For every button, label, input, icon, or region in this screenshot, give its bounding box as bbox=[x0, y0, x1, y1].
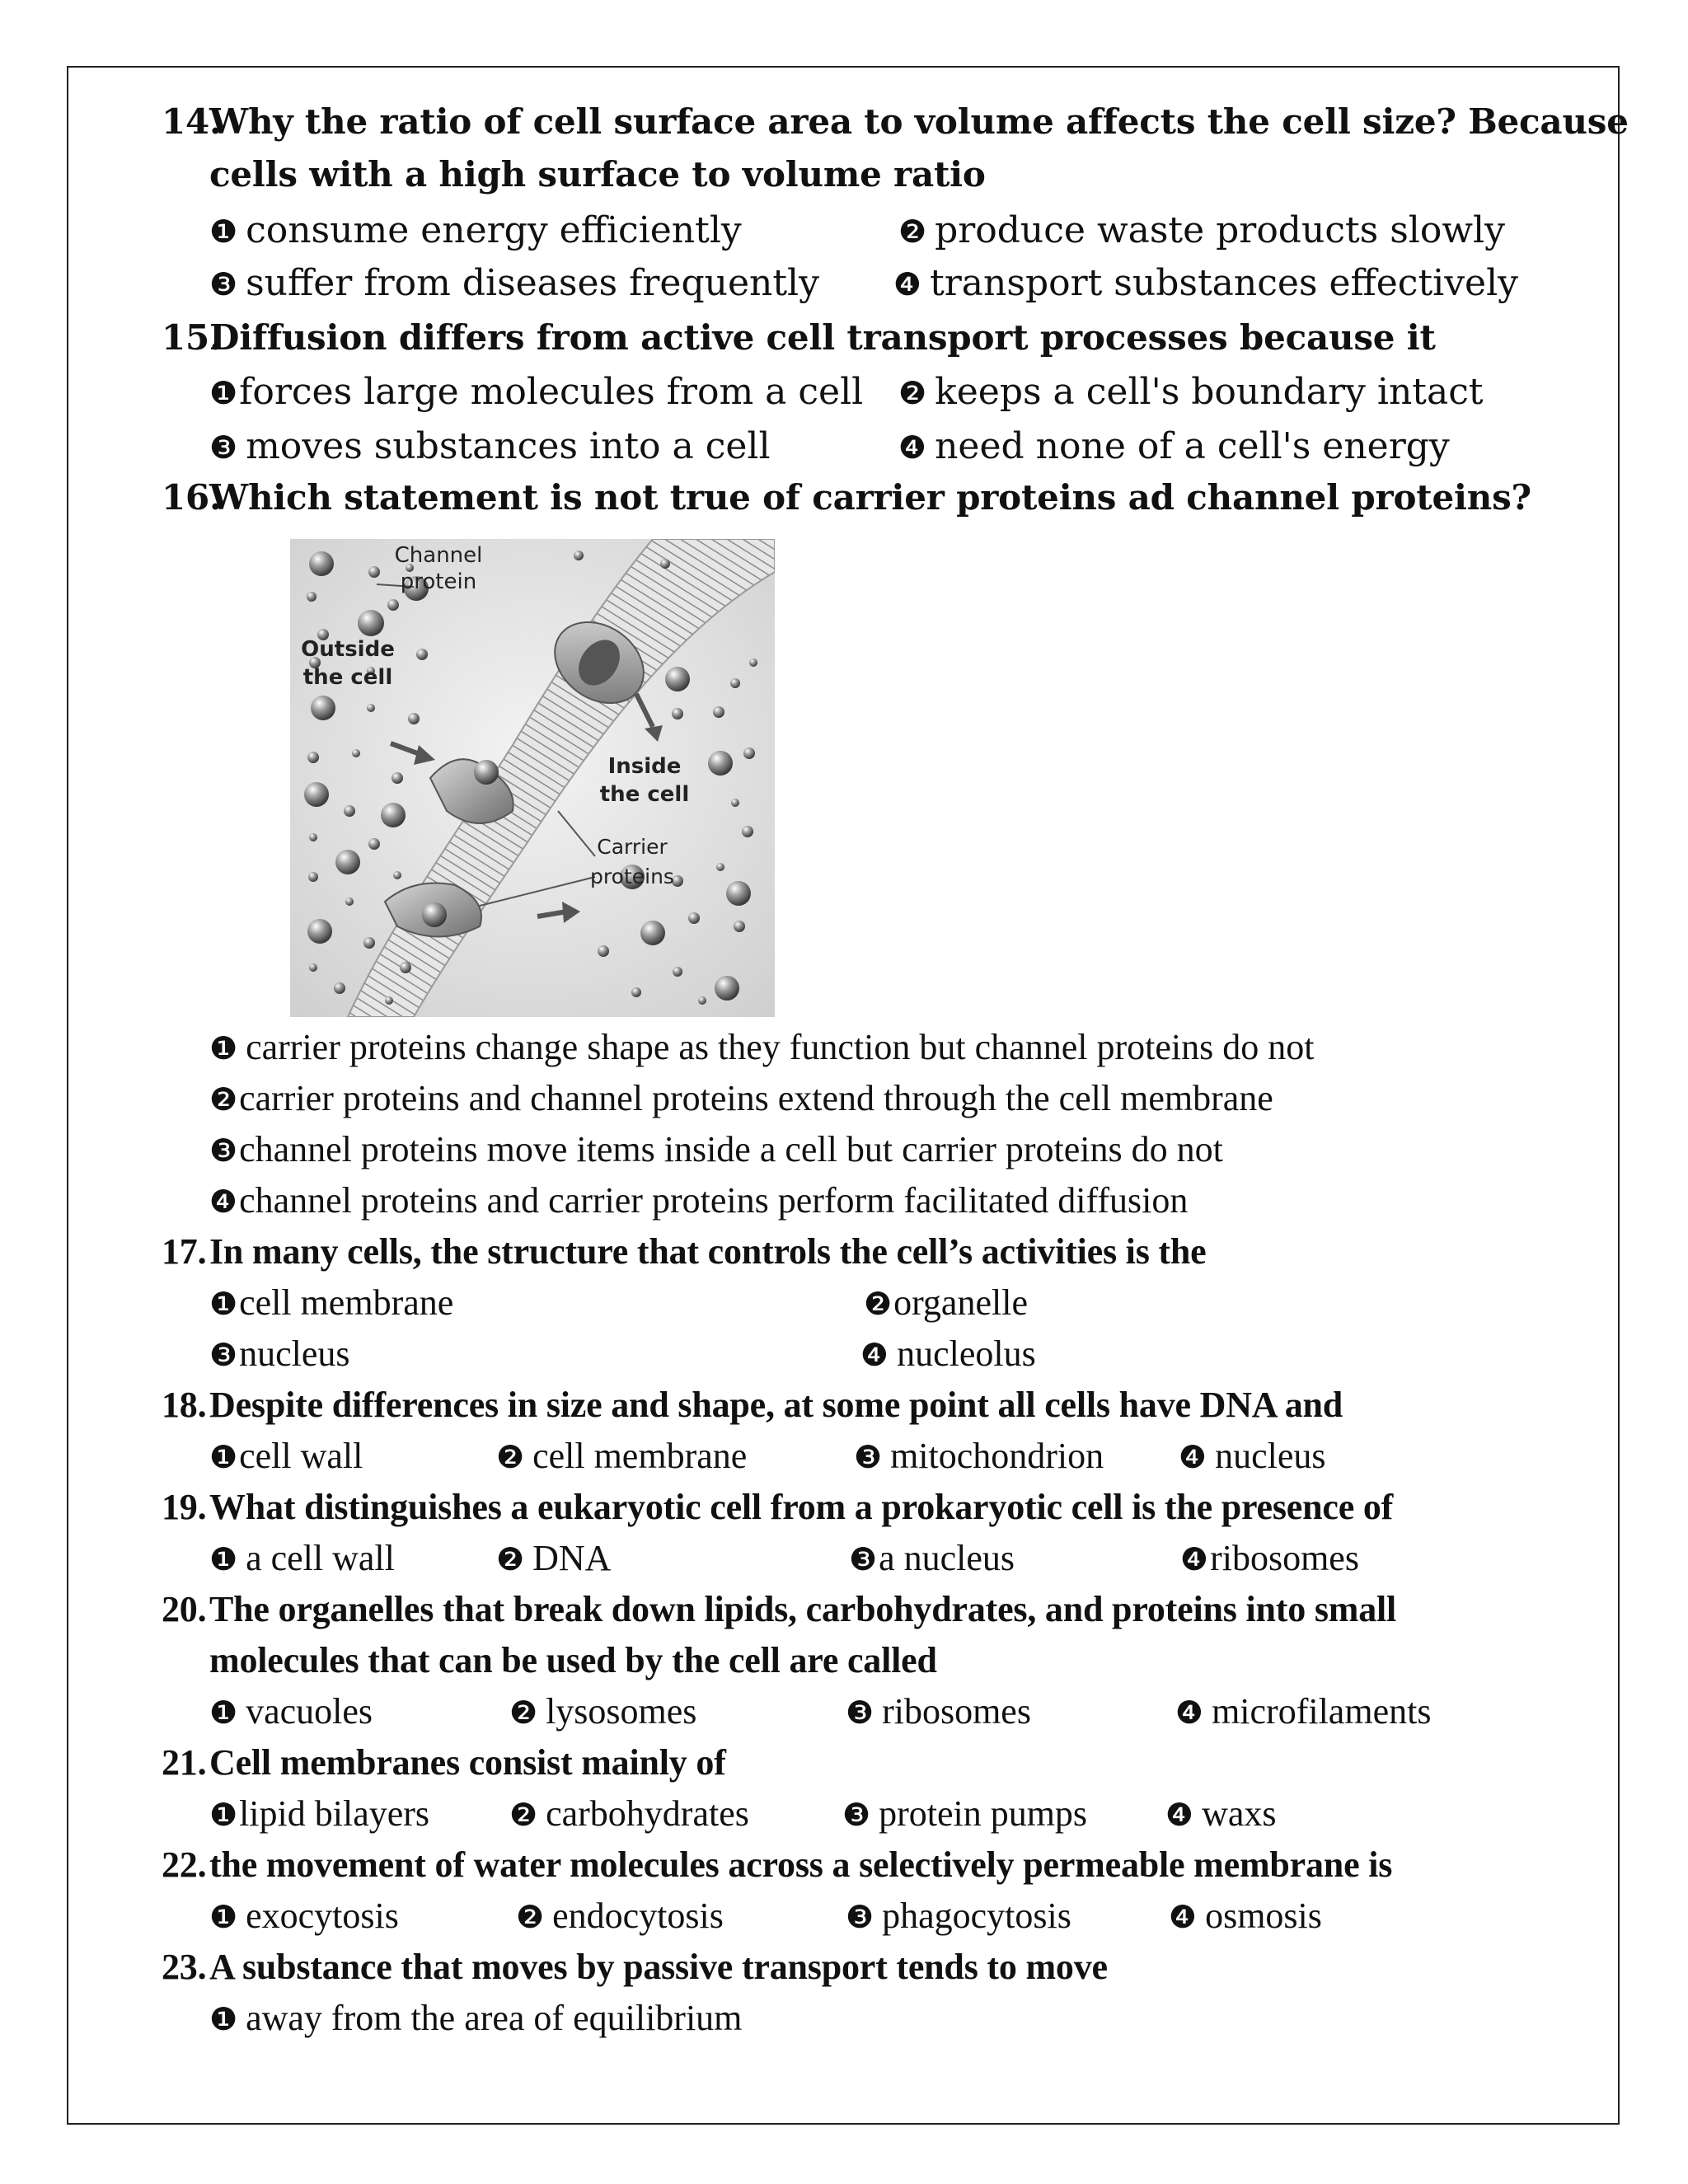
bullet-2-icon: ❷ bbox=[898, 375, 927, 411]
q17-option-1[interactable]: ❶cell membrane bbox=[209, 1282, 454, 1323]
q20-option-3[interactable]: ❸ ribosomes bbox=[846, 1691, 1031, 1732]
bullet-1-icon: ❶ bbox=[209, 1286, 238, 1322]
bullet-4-icon: ❹ bbox=[860, 1337, 889, 1373]
q17-option-3[interactable]: ❸nucleus bbox=[209, 1333, 350, 1374]
bullet-1-icon: ❶ bbox=[209, 213, 238, 250]
bullet-4-icon: ❹ bbox=[1179, 1439, 1207, 1475]
q15-option-4[interactable]: ❹ need none of a cell's energy bbox=[898, 425, 1450, 467]
bullet-1-icon: ❶ bbox=[209, 1439, 238, 1475]
q16-option-4[interactable]: ❹channel proteins and carrier proteins perform facilitated diffusion bbox=[209, 1180, 1189, 1221]
question-19: 19.What distinguishes a eukaryotic cell from a prokaryotic cell is the presence of bbox=[162, 1487, 1394, 1527]
label-protein: protein bbox=[400, 569, 477, 594]
label-carrier-proteins: proteins bbox=[590, 865, 674, 888]
membrane-proteins-figure bbox=[290, 539, 775, 1017]
q23-option-1[interactable]: ❶ away from the area of equilibrium bbox=[209, 1998, 743, 2038]
bullet-3-icon: ❸ bbox=[209, 429, 238, 466]
bullet-4-icon: ❹ bbox=[209, 1183, 238, 1220]
bullet-3-icon: ❸ bbox=[846, 1899, 874, 1935]
q14-option-3[interactable]: ❸ suffer from diseases frequently bbox=[209, 262, 819, 304]
bullet-2-icon: ❷ bbox=[864, 1286, 893, 1322]
bullet-2-icon: ❷ bbox=[516, 1899, 545, 1935]
q19-option-4[interactable]: ❹ribosomes bbox=[1180, 1538, 1359, 1578]
label-channel: Channel bbox=[394, 543, 483, 568]
label-inside-cell: the cell bbox=[599, 782, 690, 807]
bullet-3-icon: ❸ bbox=[846, 1694, 874, 1731]
q21-option-1[interactable]: ❶lipid bilayers bbox=[209, 1793, 430, 1834]
bullet-3-icon: ❸ bbox=[849, 1541, 878, 1577]
bullet-1-icon: ❶ bbox=[209, 1694, 238, 1731]
question-23: 23.A substance that moves by passive transport tends to move bbox=[162, 1947, 1108, 1987]
bullet-2-icon: ❷ bbox=[898, 213, 927, 250]
q14-option-1[interactable]: ❶ consume energy efficiently bbox=[209, 209, 742, 251]
q22-option-1[interactable]: ❶ exocytosis bbox=[209, 1896, 399, 1936]
bullet-2-icon: ❷ bbox=[496, 1439, 525, 1475]
bullet-1-icon: ❶ bbox=[209, 1541, 238, 1577]
bullet-1-icon: ❶ bbox=[209, 2001, 238, 2037]
q21-option-2[interactable]: ❷ carbohydrates bbox=[509, 1793, 749, 1834]
q22-option-3[interactable]: ❸ phagocytosis bbox=[846, 1896, 1071, 1936]
bullet-2-icon: ❷ bbox=[209, 1081, 238, 1118]
bullet-4-icon: ❹ bbox=[898, 429, 927, 466]
question-21: 21.Cell membranes consist mainly of bbox=[162, 1742, 726, 1783]
q16-option-3[interactable]: ❸channel proteins move items inside a cell but carrier proteins do not bbox=[209, 1129, 1223, 1169]
q20-option-4[interactable]: ❹ microfilaments bbox=[1175, 1691, 1432, 1732]
bullet-4-icon: ❹ bbox=[1175, 1694, 1204, 1731]
bullet-1-icon: ❶ bbox=[209, 1899, 238, 1935]
label-carrier: Carrier bbox=[597, 835, 668, 859]
q15-option-3[interactable]: ❸ moves substances into a cell bbox=[209, 425, 771, 467]
question-16: 16.Which statement is not true of carrier proteins ad channel proteins? bbox=[162, 477, 1531, 518]
q20-option-1[interactable]: ❶ vacuoles bbox=[209, 1691, 373, 1732]
bullet-3-icon: ❸ bbox=[854, 1439, 883, 1475]
bullet-4-icon: ❹ bbox=[1169, 1899, 1198, 1935]
label-inside: Inside bbox=[607, 754, 682, 779]
q14-option-2[interactable]: ❷ produce waste products slowly bbox=[898, 209, 1505, 251]
q14-option-4[interactable]: ❹ transport substances effectively bbox=[893, 262, 1519, 304]
bullet-4-icon: ❹ bbox=[893, 266, 922, 302]
bullet-1-icon: ❶ bbox=[209, 1030, 238, 1066]
q22-option-4[interactable]: ❹ osmosis bbox=[1169, 1896, 1322, 1936]
q19-option-3[interactable]: ❸a nucleus bbox=[849, 1538, 1015, 1578]
q18-option-2[interactable]: ❷ cell membrane bbox=[496, 1436, 748, 1476]
q18-option-1[interactable]: ❶cell wall bbox=[209, 1436, 363, 1476]
bullet-1-icon: ❶ bbox=[209, 375, 238, 411]
q20-option-2[interactable]: ❷ lysosomes bbox=[509, 1691, 697, 1732]
bullet-2-icon: ❷ bbox=[496, 1541, 525, 1577]
q16-option-1[interactable]: ❶ carrier proteins change shape as they function but channel proteins do not bbox=[209, 1027, 1315, 1067]
q19-option-1[interactable]: ❶ a cell wall bbox=[209, 1538, 395, 1578]
bullet-3-icon: ❸ bbox=[209, 1132, 238, 1169]
q22-option-2[interactable]: ❷ endocytosis bbox=[516, 1896, 724, 1936]
q18-option-4[interactable]: ❹ nucleus bbox=[1179, 1436, 1326, 1476]
bullet-3-icon: ❸ bbox=[209, 266, 238, 302]
bullet-2-icon: ❷ bbox=[509, 1694, 538, 1731]
question-22: 22.the movement of water molecules across a selectively permeable membrane is bbox=[162, 1844, 1393, 1885]
label-outside-cell: the cell bbox=[302, 665, 393, 690]
q19-option-2[interactable]: ❷ DNA bbox=[496, 1538, 612, 1578]
bullet-3-icon: ❸ bbox=[209, 1337, 238, 1373]
question-14: 14.Why the ratio of cell surface area to volume affects the cell size? Because cells with a high surface to volume ratio bbox=[162, 101, 1629, 194]
q16-option-2[interactable]: ❷carrier proteins and channel proteins extend through the cell membrane bbox=[209, 1078, 1273, 1118]
q17-option-2[interactable]: ❷organelle bbox=[864, 1282, 1028, 1323]
q15-option-2[interactable]: ❷ keeps a cell's boundary intact bbox=[898, 371, 1484, 413]
q17-option-4[interactable]: ❹ nucleolus bbox=[860, 1333, 1036, 1374]
q18-option-3[interactable]: ❸ mitochondrion bbox=[854, 1436, 1104, 1476]
bullet-3-icon: ❸ bbox=[842, 1797, 871, 1833]
label-outside: Outside bbox=[301, 637, 395, 662]
bullet-4-icon: ❹ bbox=[1165, 1797, 1194, 1833]
question-18: 18.Despite differences in size and shape, at some point all cells have DNA and bbox=[162, 1385, 1343, 1425]
q21-option-3[interactable]: ❸ protein pumps bbox=[842, 1793, 1088, 1834]
q21-option-4[interactable]: ❹ waxs bbox=[1165, 1793, 1277, 1834]
q15-option-1[interactable]: ❶forces large molecules from a cell bbox=[209, 371, 864, 413]
bullet-2-icon: ❷ bbox=[509, 1797, 538, 1833]
bullet-1-icon: ❶ bbox=[209, 1797, 238, 1833]
question-15: 15.Diffusion differs from active cell transport processes because it bbox=[162, 317, 1436, 358]
question-20: 20.The organelles that break down lipids, carbohydrates, and proteins into small molecules that can be used by the cell are called bbox=[162, 1589, 1397, 1680]
bullet-4-icon: ❹ bbox=[1180, 1541, 1209, 1577]
question-17: 17.In many cells, the structure that controls the cell’s activities is the bbox=[162, 1231, 1207, 1272]
